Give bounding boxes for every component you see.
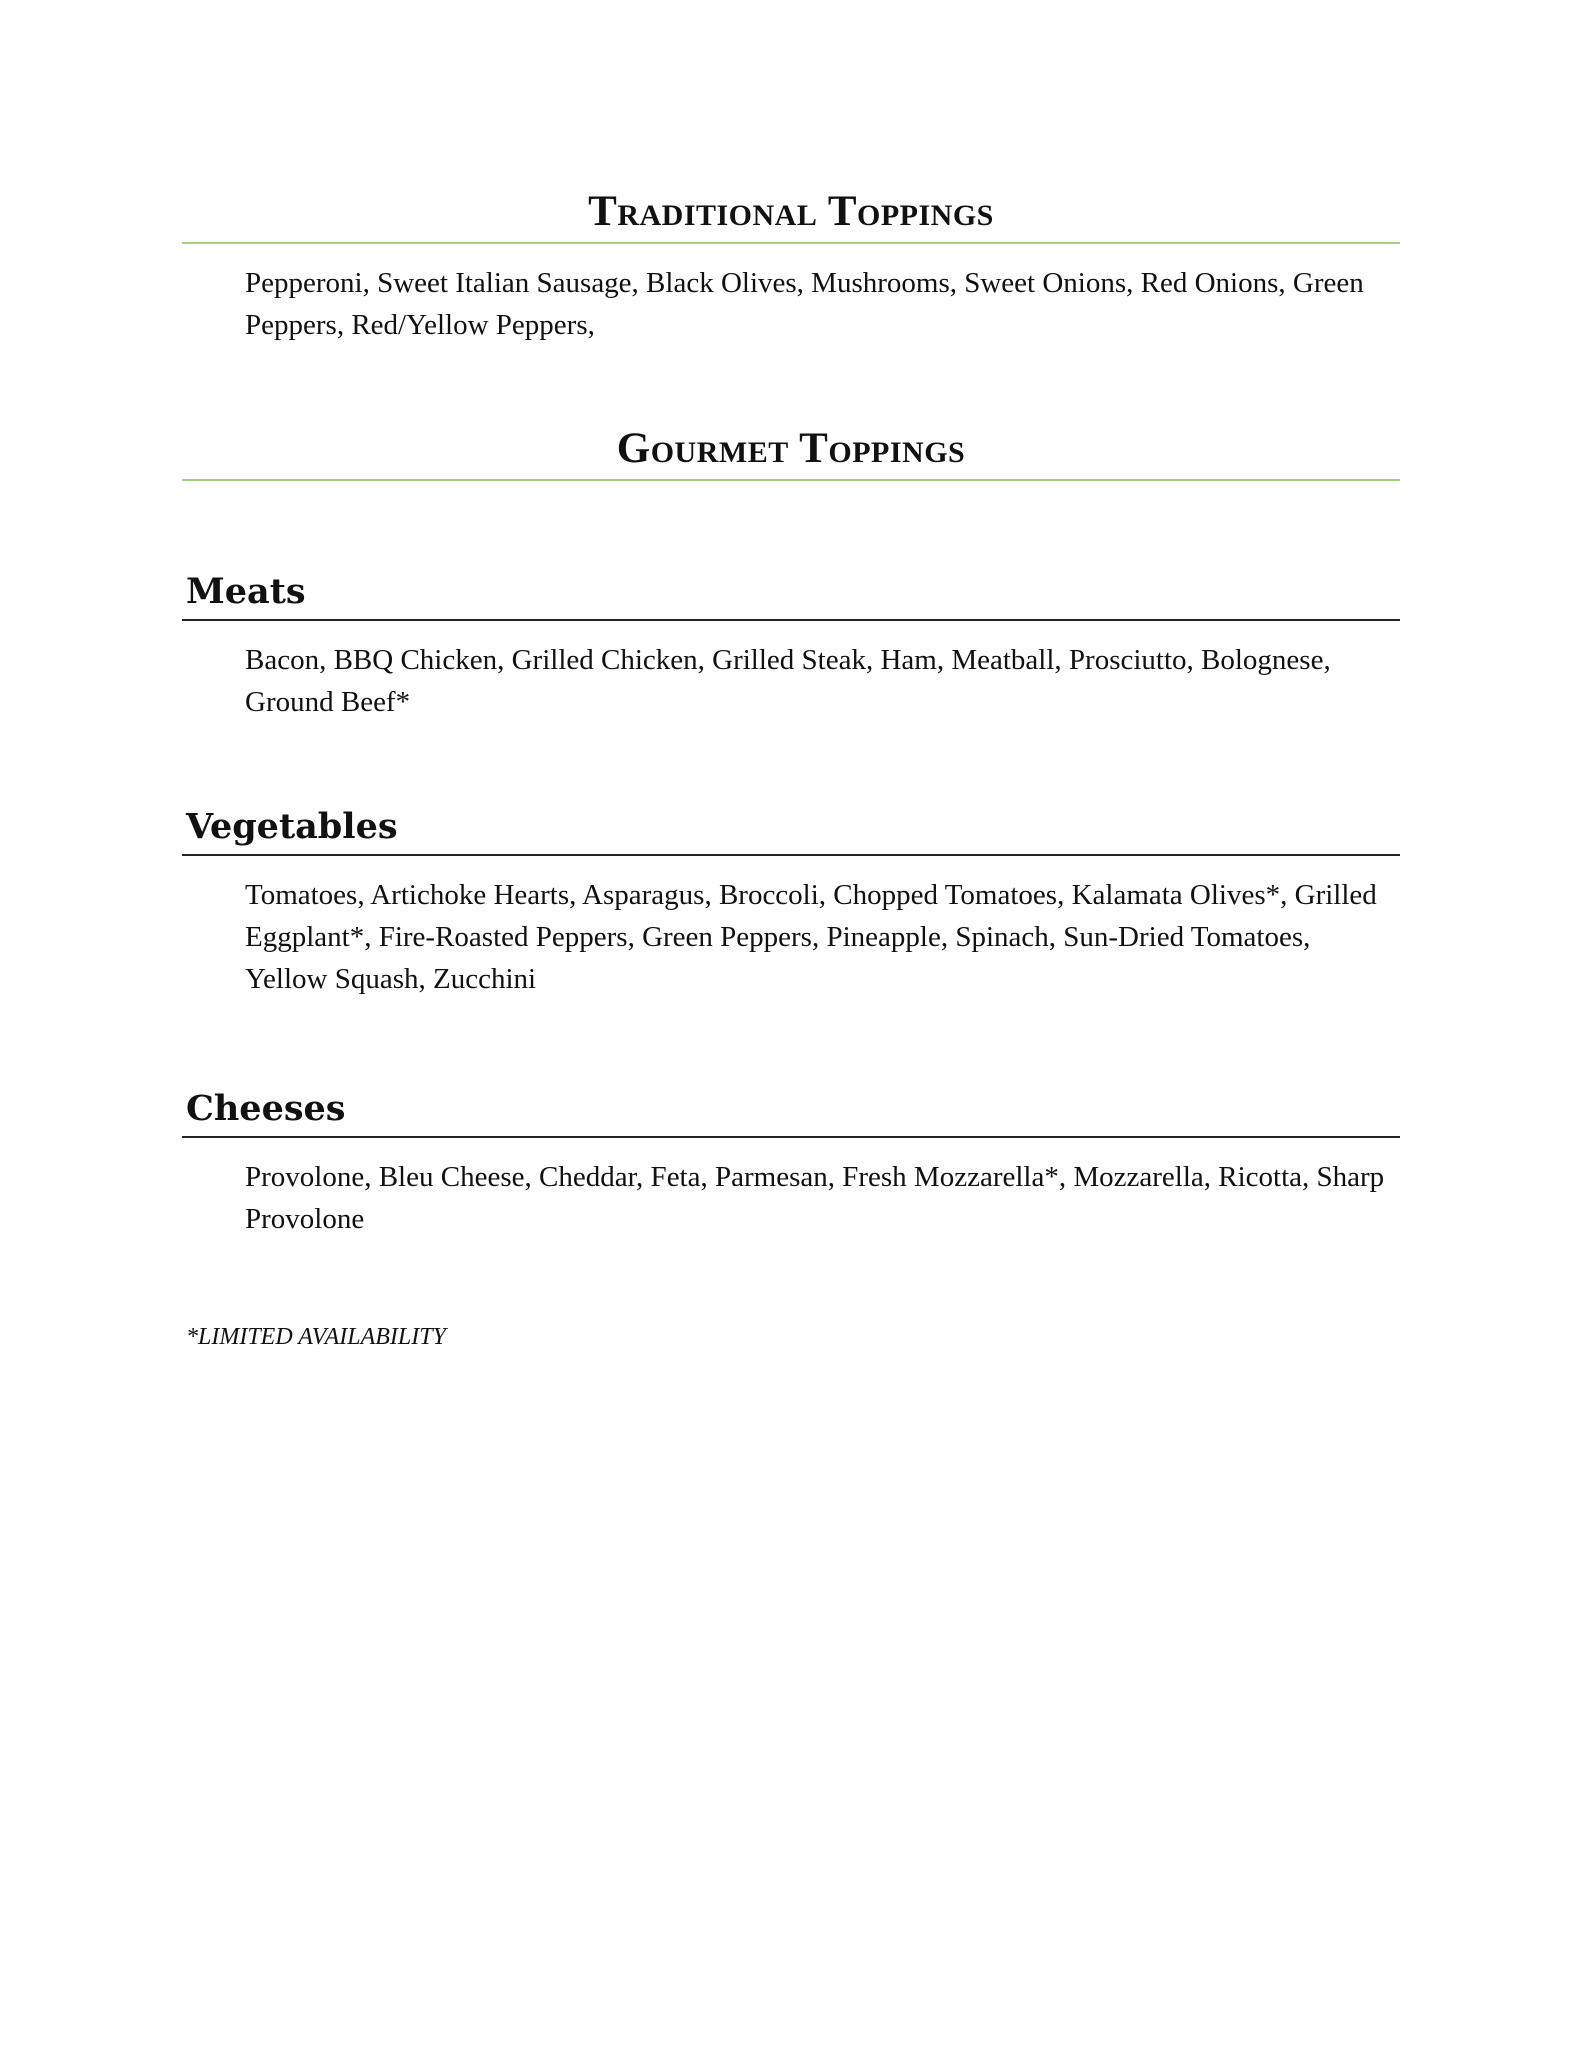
vegetables-list: Tomatoes, Artichoke Hearts, Asparagus, Broccoli, Chopped Tomatoes, Kalamata Olives*, Grilled Eggplant*, Fire-Roasted Peppers, Green Peppers, Pineapple, Spinach, Sun-Dried Tomatoes, Yellow Squash, Zucchini: [245, 879, 1377, 995]
vegetables-heading: Vegetables: [186, 806, 398, 847]
meats-heading: Meats: [186, 571, 306, 612]
vegetables-divider: [182, 854, 1400, 856]
cheeses-list: Provolone, Bleu Cheese, Cheddar, Feta, Parmesan, Fresh Mozzarella*, Mozzarella, Ricotta, Sharp Provolone: [245, 1161, 1385, 1235]
cheeses-divider: [182, 1136, 1400, 1138]
limited-availability-footnote: *LIMITED AVAILABILITY: [186, 1324, 446, 1350]
traditional-toppings-title: Traditional Toppings: [588, 188, 994, 235]
meats-divider: [182, 619, 1400, 621]
meats-list: Bacon, BBQ Chicken, Grilled Chicken, Grilled Steak, Ham, Meatball, Prosciutto, Bolognese, Ground Beef*: [245, 644, 1331, 718]
traditional-toppings-list: Pepperoni, Sweet Italian Sausage, Black Olives, Mushrooms, Sweet Onions, Red Onions, Green Peppers, Red/Yellow Peppers,: [245, 267, 1364, 341]
traditional-divider: [182, 242, 1400, 244]
cheeses-heading: Cheeses: [186, 1088, 346, 1129]
gourmet-toppings-title: Gourmet Toppings: [616, 425, 966, 472]
gourmet-divider: [182, 479, 1400, 481]
